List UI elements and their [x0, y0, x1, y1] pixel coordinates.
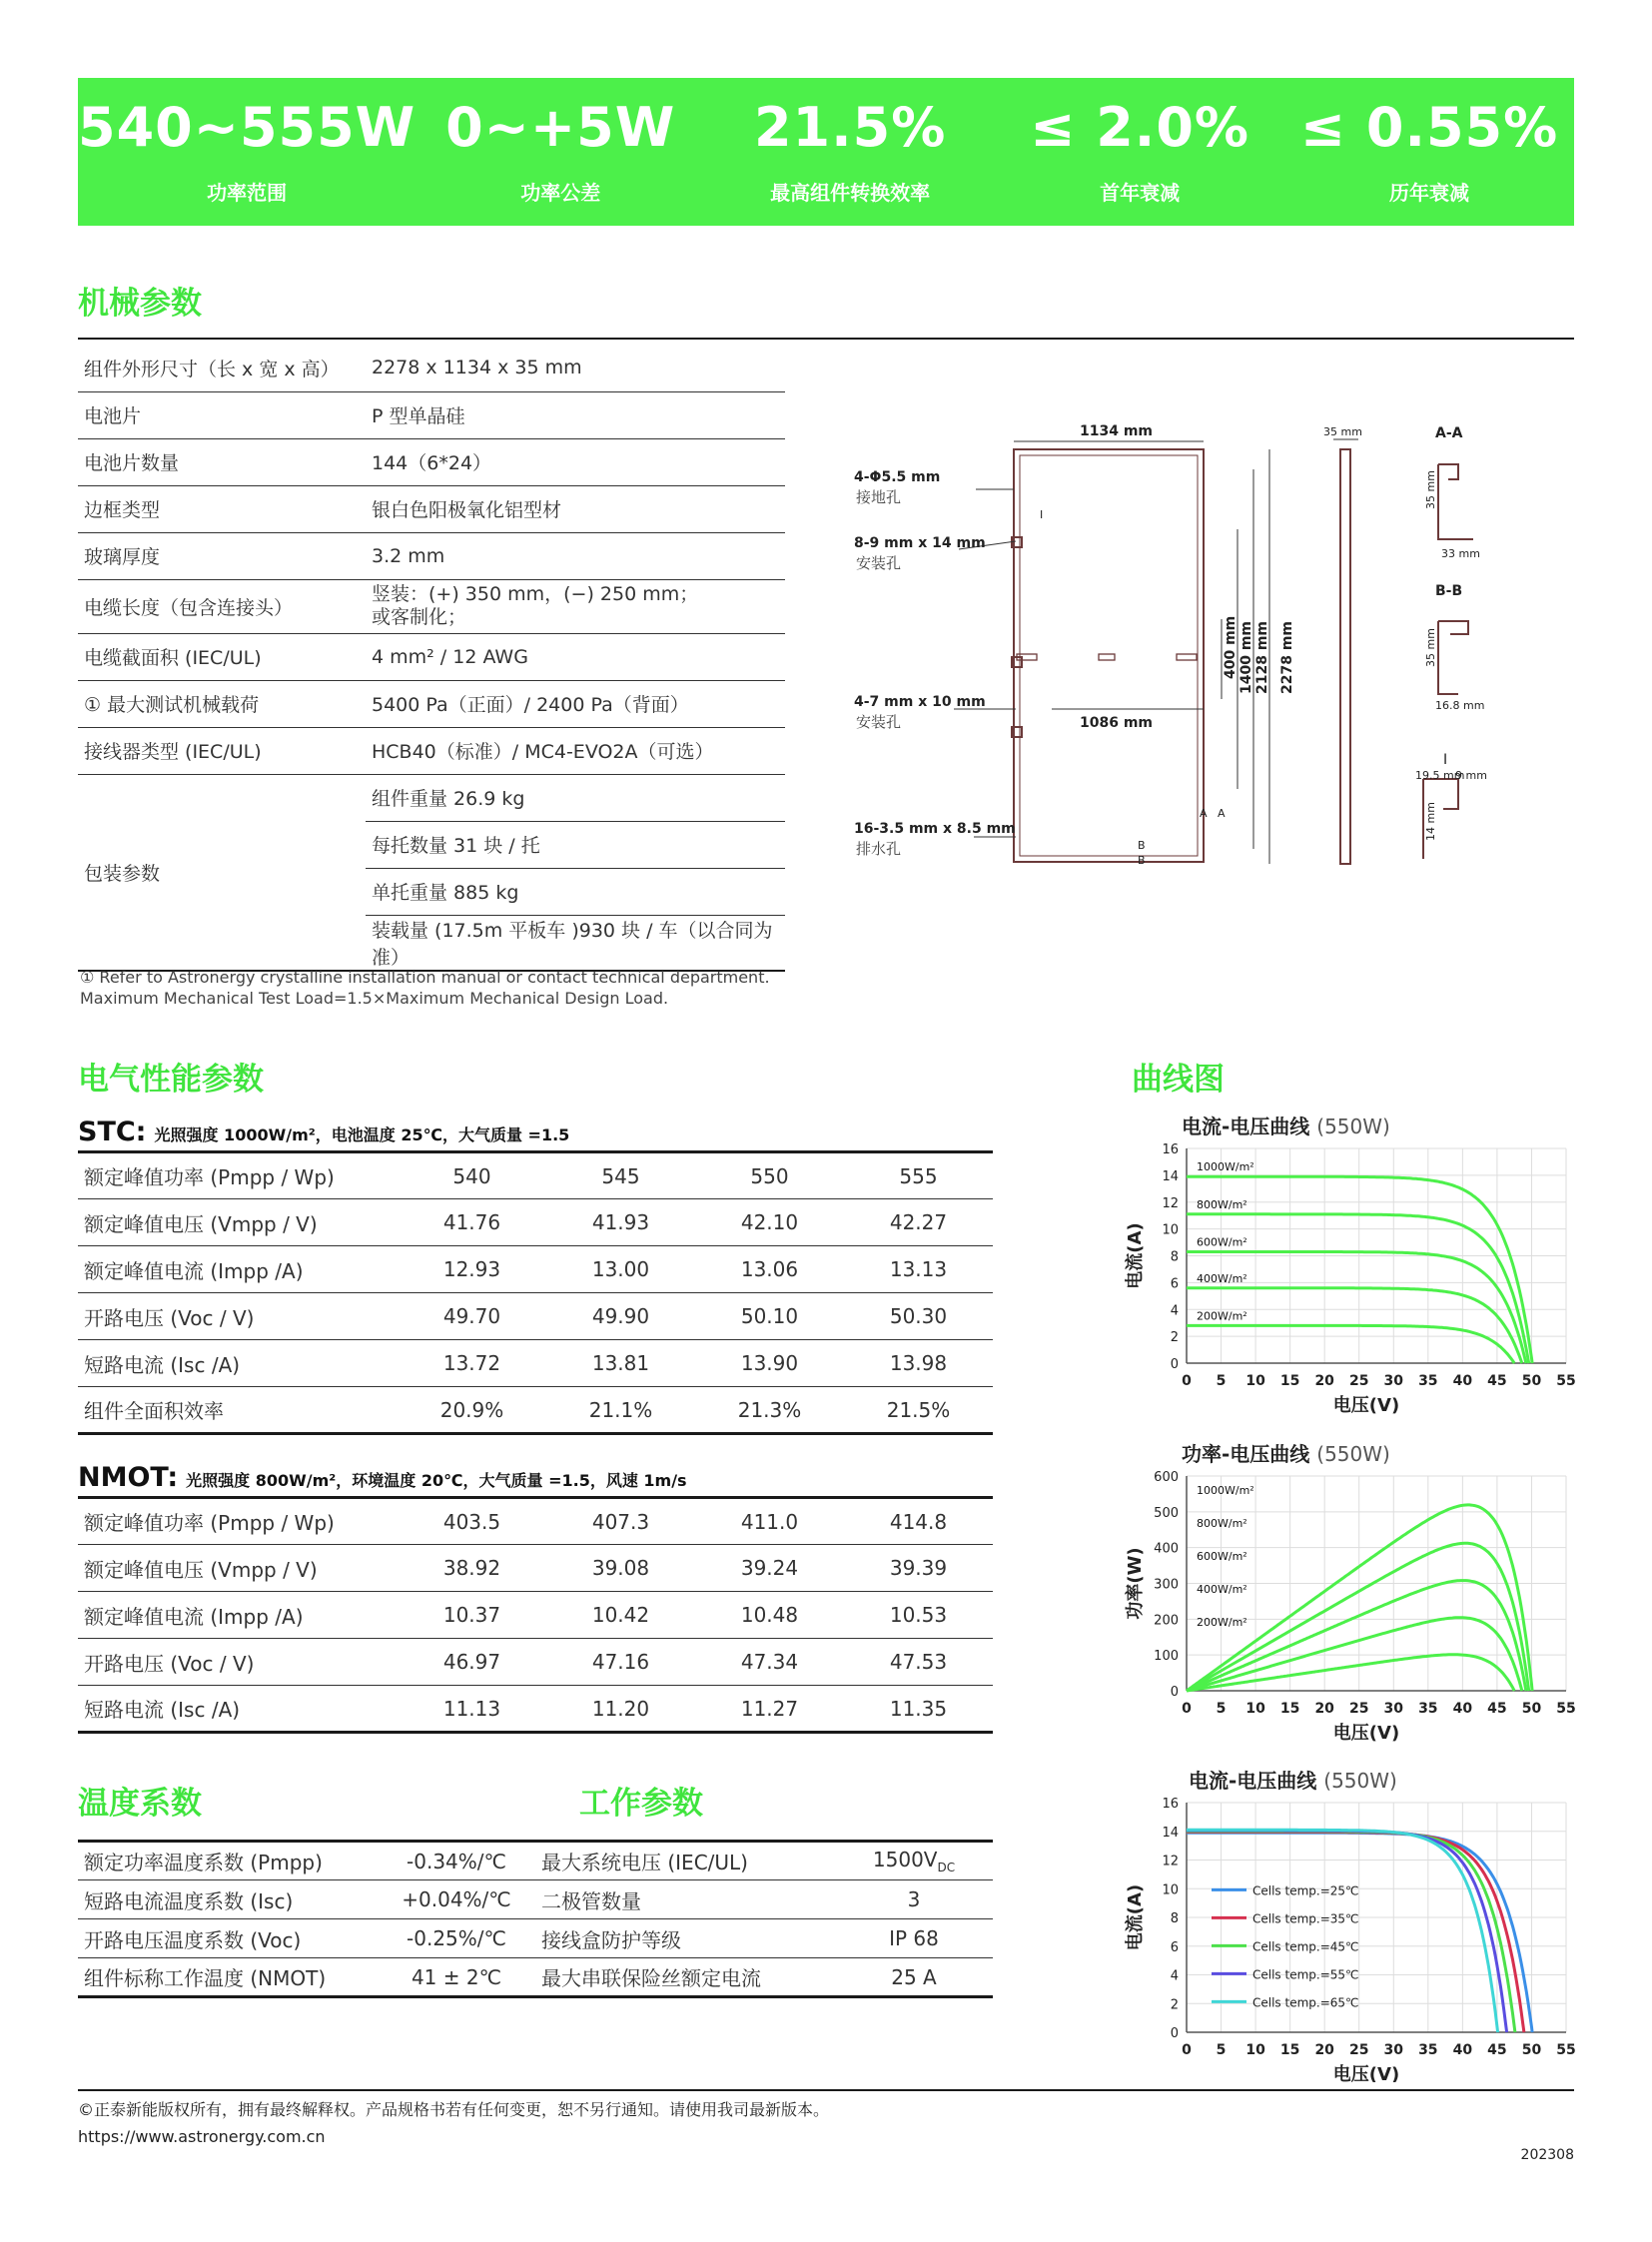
param-value-sub: DC — [937, 1861, 956, 1874]
param-value: 13.81 — [546, 1340, 695, 1387]
website-link[interactable]: https://www.astronergy.com.cn — [78, 2127, 326, 2146]
param-value: 银白色阳极氧化铝型材 — [366, 485, 785, 532]
param-value — [835, 1842, 993, 1880]
y-axis-label: 功率(W) — [1125, 1547, 1146, 1620]
x-tick-label: 45 — [1487, 2042, 1507, 2058]
table-row — [78, 1340, 993, 1387]
param-value: 21.1% — [546, 1387, 695, 1434]
section-b-mark: B — [1138, 839, 1146, 852]
y-tick-label: 4 — [1170, 1303, 1179, 1319]
param-value: 411.0 — [695, 1498, 844, 1545]
param-value: HCB40（标准）/ MC4-EVO2A（可选） — [366, 727, 785, 774]
table-row — [535, 1919, 993, 1958]
param-value: IP 68 — [835, 1919, 993, 1958]
param-value: 10.37 — [398, 1592, 546, 1639]
param-value: 21.3% — [695, 1387, 844, 1434]
param-name: 组件外形尺寸（长 x 宽 x 高） — [78, 345, 366, 391]
chart-title-text: 电流-电压曲线 — [1189, 1769, 1317, 1793]
doc-code: 202308 — [1520, 2147, 1574, 2163]
dim-width: 1134 mm — [1080, 423, 1154, 439]
banner-value: 21.5% — [753, 96, 947, 159]
hole-name: 排水孔 — [856, 840, 902, 858]
param-value: 13.13 — [844, 1246, 993, 1293]
chart-subtitle: (550W) — [1316, 1115, 1390, 1138]
table-row — [78, 345, 785, 391]
banner-power-range — [78, 78, 415, 226]
x-tick-label: 5 — [1216, 2042, 1227, 2058]
stc-lead: STC: — [78, 1117, 147, 1147]
x-tick-label: 15 — [1279, 1701, 1300, 1717]
legend-label: Cells temp.=55℃ — [1252, 1967, 1359, 1982]
param-value-line: 或客制化； — [372, 606, 467, 628]
banner-label: 首年衰减 — [1100, 181, 1181, 205]
param-name: 接线盒防护等级 — [535, 1919, 835, 1958]
param-name: 额定峰值电压 (Vmpp / V) — [78, 1199, 398, 1246]
y-tick-label: 8 — [1170, 1249, 1179, 1265]
table-row — [78, 438, 785, 485]
y-tick-label: 8 — [1170, 1911, 1179, 1926]
y-axis-label: 电流(A) — [1125, 1883, 1146, 1951]
y-tick-label: 10 — [1162, 1882, 1179, 1898]
table-row — [535, 1880, 993, 1919]
series-label: 800W/m² — [1197, 1517, 1247, 1530]
table-row — [78, 1880, 535, 1919]
param-value: 555 — [844, 1152, 993, 1199]
pv-curve-chart — [1119, 1466, 1578, 1746]
x-axis-label: 电压(V) — [1332, 1395, 1400, 1416]
x-tick-label: 25 — [1348, 1373, 1369, 1389]
electrical-title: 电气性能参数 — [78, 1062, 264, 1098]
section-a-mark: A — [1200, 807, 1208, 820]
param-value: +0.04%/℃ — [378, 1880, 535, 1919]
param-name: 电池片数量 — [78, 438, 366, 485]
x-tick-label: 0 — [1182, 2042, 1192, 2058]
stc-cond-text: 光照强度 1000W/m²，电池温度 25℃，大气质量 =1.5 — [154, 1125, 570, 1144]
param-value: 5400 Pa（正面）/ 2400 Pa（背面） — [366, 680, 785, 727]
param-name: 最大串联保险丝额定电流 — [535, 1958, 835, 1997]
param-name: 包装参数 — [78, 774, 366, 971]
y-tick-label: 100 — [1154, 1649, 1179, 1665]
param-name: 额定功率温度系数 (Pmpp) — [78, 1842, 378, 1880]
x-tick-label: 15 — [1279, 1373, 1300, 1389]
y-tick-label: 0 — [1170, 1685, 1179, 1700]
x-tick-label: 30 — [1383, 2042, 1404, 2058]
x-tick-label: 30 — [1383, 1701, 1404, 1717]
x-tick-label: 40 — [1452, 1373, 1473, 1389]
table-row — [78, 1842, 535, 1880]
series-line — [1187, 1325, 1514, 1363]
section-a-mark: A — [1218, 807, 1226, 820]
param-value: 50.10 — [695, 1293, 844, 1340]
chart-title-text: 功率-电压曲线 — [1182, 1442, 1310, 1466]
series-label: 400W/m² — [1197, 1583, 1247, 1596]
curves-title: 曲线图 — [1132, 1062, 1225, 1098]
dim-thickness: 35 mm — [1323, 425, 1362, 438]
param-value: 50.30 — [844, 1293, 993, 1340]
table-row — [78, 1686, 993, 1733]
x-tick-label: 25 — [1348, 1701, 1369, 1717]
banner-value: ≤ 2.0% — [1030, 96, 1249, 159]
param-value: 2278 x 1134 x 35 mm — [366, 345, 785, 391]
y-tick-label: 0 — [1170, 2026, 1179, 2041]
param-value: -0.25%/℃ — [378, 1919, 535, 1958]
dim-i-1: 19.5 mm — [1415, 769, 1465, 782]
y-tick-label: 4 — [1170, 1968, 1179, 1984]
copyright: ©正泰新能版权所有，拥有最终解释权。产品规格书若有任何变更，恕不另行通知。请使用我司最新版本。 — [78, 2100, 830, 2119]
param-value: 11.13 — [398, 1686, 546, 1733]
chart-subtitle: (550W) — [1316, 1442, 1390, 1466]
param-value: 49.70 — [398, 1293, 546, 1340]
param-value: 21.5% — [844, 1387, 993, 1434]
param-name: 短路电流 (Isc /A) — [78, 1686, 398, 1733]
x-tick-label: 30 — [1383, 1373, 1404, 1389]
y-tick-label: 16 — [1162, 1142, 1179, 1157]
legend-label: Cells temp.=65℃ — [1252, 1995, 1359, 2010]
dim-h3: 2128 mm — [1254, 620, 1270, 694]
table-row — [78, 579, 785, 633]
x-tick-label: 5 — [1216, 1373, 1227, 1389]
dim-bb-2: 16.8 mm — [1435, 699, 1485, 712]
chart-subtitle: (550W) — [1323, 1769, 1397, 1793]
y-tick-label: 600 — [1154, 1470, 1179, 1485]
mechanical-table — [78, 345, 785, 972]
chart-title — [1189, 1765, 1397, 1794]
param-value: 38.92 — [398, 1545, 546, 1592]
param-name: 额定峰值电流 (Impp /A) — [78, 1592, 398, 1639]
series-label: 200W/m² — [1197, 1309, 1247, 1323]
y-tick-label: 500 — [1154, 1505, 1179, 1521]
table-row — [78, 1919, 535, 1958]
working-title: 工作参数 — [579, 1786, 703, 1822]
param-value: 144（6*24） — [366, 438, 785, 485]
param-value: 42.10 — [695, 1199, 844, 1246]
param-value: 11.35 — [844, 1686, 993, 1733]
param-value: 41.93 — [546, 1199, 695, 1246]
x-tick-label: 35 — [1418, 1701, 1438, 1717]
detail-i-title: I — [1443, 752, 1448, 768]
x-tick-label: 35 — [1418, 1373, 1438, 1389]
param-value: 11.27 — [695, 1686, 844, 1733]
param-value: 41 ± 2℃ — [378, 1958, 535, 1997]
section-rule — [78, 338, 1574, 340]
param-name: 短路电流温度系数 (Isc) — [78, 1880, 378, 1919]
param-value: 13.98 — [844, 1340, 993, 1387]
series-label: 400W/m² — [1197, 1271, 1247, 1285]
y-tick-label: 12 — [1162, 1854, 1179, 1869]
hole-name: 安装孔 — [856, 713, 902, 731]
table-row — [78, 1199, 993, 1246]
x-tick-label: 20 — [1314, 1373, 1334, 1389]
chart-title — [1182, 1438, 1390, 1467]
param-value: 46.97 — [398, 1639, 546, 1686]
nmot-cond-text: 光照强度 800W/m²，环境温度 20℃，大气质量 =1.5，风速 1m/s — [186, 1471, 687, 1490]
iv-temp-curve-chart — [1119, 1793, 1578, 2082]
working-table — [535, 1840, 993, 1998]
spec-banner — [78, 78, 1574, 226]
x-tick-label: 10 — [1245, 2042, 1265, 2058]
param-name: 边框类型 — [78, 485, 366, 532]
table-row — [78, 485, 785, 532]
param-value: 10.53 — [844, 1592, 993, 1639]
series-label: 800W/m² — [1197, 1197, 1247, 1211]
param-value: 25 A — [835, 1958, 993, 1997]
param-value: 单托重量 885 kg — [366, 868, 785, 915]
param-value: 39.08 — [546, 1545, 695, 1592]
y-axis-label: 电流(A) — [1125, 1222, 1146, 1289]
banner-value: 0~+5W — [445, 96, 676, 159]
x-tick-label: 55 — [1556, 1701, 1576, 1717]
table-row — [78, 727, 785, 774]
y-tick-label: 2 — [1170, 1997, 1179, 2013]
table-row — [78, 532, 785, 579]
param-value: 47.16 — [546, 1639, 695, 1686]
param-value: 20.9% — [398, 1387, 546, 1434]
dim-aa-2: 33 mm — [1441, 547, 1480, 560]
mechanical-title: 机械参数 — [78, 286, 202, 322]
param-name: 额定峰值电流 (Impp /A) — [78, 1246, 398, 1293]
x-tick-label: 20 — [1314, 2042, 1334, 2058]
nmot-lead: NMOT: — [78, 1462, 179, 1493]
x-axis-label: 电压(V) — [1332, 1723, 1400, 1744]
y-tick-label: 14 — [1162, 1825, 1179, 1841]
temperature-title: 温度系数 — [78, 1786, 202, 1822]
y-tick-label: 300 — [1154, 1577, 1179, 1593]
param-value: 42.27 — [844, 1199, 993, 1246]
param-value: 4 mm² / 12 AWG — [366, 633, 785, 680]
param-name: 开路电压 (Voc / V) — [78, 1293, 398, 1340]
param-value: -0.34%/℃ — [378, 1842, 535, 1880]
param-value: 550 — [695, 1152, 844, 1199]
param-name: 最大系统电压 (IEC/UL) — [535, 1842, 835, 1880]
table-row — [78, 1592, 993, 1639]
module-dimension-drawing — [844, 409, 1573, 879]
param-name: 短路电流 (Isc /A) — [78, 1340, 398, 1387]
banner-label: 功率公差 — [520, 181, 601, 205]
x-tick-label: 10 — [1245, 1373, 1265, 1389]
table-row — [78, 1387, 993, 1434]
x-tick-label: 10 — [1245, 1701, 1265, 1717]
dim-h1: 400 mm — [1223, 615, 1239, 679]
footnote — [80, 967, 770, 1009]
x-tick-label: 50 — [1521, 1373, 1542, 1389]
x-tick-label: 20 — [1314, 1701, 1334, 1717]
series-line — [1187, 1252, 1526, 1364]
legend-label: Cells temp.=25℃ — [1252, 1883, 1359, 1898]
chart-title-text: 电流-电压曲线 — [1182, 1115, 1310, 1138]
param-value: 540 — [398, 1152, 546, 1199]
series-label: 600W/m² — [1197, 1550, 1247, 1563]
param-value-main: 1500V — [872, 1848, 938, 1871]
param-name: 额定峰值功率 (Pmpp / Wp) — [78, 1152, 398, 1199]
section-bb-label: B-B — [1435, 583, 1463, 599]
table-row — [78, 1293, 993, 1340]
param-value: 13.00 — [546, 1246, 695, 1293]
x-tick-label: 25 — [1348, 2042, 1369, 2058]
param-value: 10.42 — [546, 1592, 695, 1639]
footnote-line: ① Refer to Astronergy crystalline installation manual or contact technical department. — [80, 968, 770, 987]
param-name: 开路电压 (Voc / V) — [78, 1639, 398, 1686]
param-value: 49.90 — [546, 1293, 695, 1340]
banner-first-year-degradation — [995, 78, 1284, 226]
series-line — [1187, 1581, 1526, 1691]
param-name: 接线器类型 (IEC/UL) — [78, 727, 366, 774]
param-name: 组件标称工作温度 (NMOT) — [78, 1958, 378, 1997]
banner-power-tolerance — [415, 78, 705, 226]
param-name: 开路电压温度系数 (Voc) — [78, 1919, 378, 1958]
banner-value: ≤ 0.55% — [1299, 96, 1559, 159]
x-tick-label: 50 — [1521, 1701, 1542, 1717]
hole-spec: 4-Φ5.5 mm — [854, 469, 941, 485]
series-label: 1000W/m² — [1197, 1484, 1254, 1497]
table-row — [535, 1958, 993, 1997]
hole-name: 安装孔 — [856, 554, 902, 572]
stc-table — [78, 1150, 993, 1435]
iv-curve-chart — [1119, 1138, 1578, 1418]
param-value: 47.53 — [844, 1639, 993, 1686]
detail-i-mark: I — [1040, 508, 1044, 521]
section-aa-label: A-A — [1435, 425, 1463, 441]
stc-condition — [78, 1117, 569, 1147]
chart-title — [1182, 1111, 1390, 1139]
dim-h2: 1400 mm — [1239, 620, 1254, 694]
x-tick-label: 55 — [1556, 1373, 1576, 1389]
param-value: 39.24 — [695, 1545, 844, 1592]
y-tick-label: 6 — [1170, 1276, 1179, 1292]
hole-name: 接地孔 — [856, 488, 902, 506]
table-row — [78, 1246, 993, 1293]
param-value: 10.48 — [695, 1592, 844, 1639]
param-name: 电缆长度（包含连接头） — [78, 579, 366, 633]
x-tick-label: 40 — [1452, 2042, 1473, 2058]
param-name: 额定峰值电压 (Vmpp / V) — [78, 1545, 398, 1592]
param-value: 11.20 — [546, 1686, 695, 1733]
hole-spec: 8-9 mm x 14 mm — [854, 535, 986, 551]
param-value-line: 竖装：(+) 350 mm，(−) 250 mm； — [372, 583, 699, 605]
section-b-mark: B — [1138, 854, 1146, 867]
param-value: 3 — [835, 1880, 993, 1919]
banner-annual-degradation — [1284, 78, 1574, 226]
banner-label: 功率范围 — [207, 181, 288, 205]
banner-efficiency — [705, 78, 995, 226]
y-tick-label: 0 — [1170, 1357, 1179, 1372]
banner-label: 历年衰减 — [1389, 181, 1470, 205]
dim-i-2: 9 mm — [1455, 769, 1487, 782]
y-tick-label: 10 — [1162, 1222, 1179, 1238]
param-value: 407.3 — [546, 1498, 695, 1545]
banner-value: 540~555W — [78, 96, 416, 159]
x-tick-label: 50 — [1521, 2042, 1542, 2058]
table-row — [78, 1545, 993, 1592]
table-row — [535, 1842, 993, 1880]
y-tick-label: 2 — [1170, 1330, 1179, 1346]
param-value: 3.2 mm — [366, 532, 785, 579]
param-value: 41.76 — [398, 1199, 546, 1246]
x-tick-label: 55 — [1556, 2042, 1576, 2058]
param-name: 玻璃厚度 — [78, 532, 366, 579]
dim-i-3: 14 mm — [1424, 802, 1437, 841]
footer-rule — [78, 2089, 1574, 2091]
param-value: 414.8 — [844, 1498, 993, 1545]
y-tick-label: 14 — [1162, 1168, 1179, 1184]
temperature-table — [78, 1840, 535, 1998]
x-tick-label: 45 — [1487, 1373, 1507, 1389]
table-row — [78, 391, 785, 438]
dim-aa-1: 35 mm — [1424, 470, 1437, 509]
table-row — [78, 1152, 993, 1199]
param-value: 13.72 — [398, 1340, 546, 1387]
table-row — [78, 774, 785, 821]
param-value: 12.93 — [398, 1246, 546, 1293]
param-value: 每托数量 31 块 / 托 — [366, 821, 785, 868]
x-tick-label: 0 — [1182, 1701, 1192, 1717]
x-tick-label: 5 — [1216, 1701, 1227, 1717]
y-tick-label: 16 — [1162, 1797, 1179, 1812]
legend-label: Cells temp.=45℃ — [1252, 1939, 1359, 1954]
y-tick-label: 6 — [1170, 1939, 1179, 1955]
x-tick-label: 45 — [1487, 1701, 1507, 1717]
hole-spec: 4-7 mm x 10 mm — [854, 694, 986, 710]
hole-spec: 16-3.5 mm x 8.5 mm — [854, 821, 1016, 837]
x-tick-label: 40 — [1452, 1701, 1473, 1717]
param-value: 39.39 — [844, 1545, 993, 1592]
legend-label: Cells temp.=35℃ — [1252, 1911, 1359, 1926]
param-value: 组件重量 26.9 kg — [366, 774, 785, 821]
x-tick-label: 0 — [1182, 1373, 1192, 1389]
table-row — [78, 1958, 535, 1997]
param-name: 电池片 — [78, 391, 366, 438]
param-value: 13.90 — [695, 1340, 844, 1387]
series-line — [1187, 1655, 1514, 1691]
y-tick-label: 12 — [1162, 1195, 1179, 1211]
y-tick-label: 400 — [1154, 1541, 1179, 1557]
table-row — [78, 1639, 993, 1686]
param-name: 额定峰值功率 (Pmpp / Wp) — [78, 1498, 398, 1545]
param-name: 电缆截面积 (IEC/UL) — [78, 633, 366, 680]
x-axis-label: 电压(V) — [1332, 2064, 1400, 2082]
param-value: 47.34 — [695, 1639, 844, 1686]
y-tick-label: 200 — [1154, 1613, 1179, 1629]
series-label: 600W/m² — [1197, 1235, 1247, 1249]
x-tick-label: 15 — [1279, 2042, 1300, 2058]
param-value — [366, 579, 785, 633]
dim-h4: 2278 mm — [1279, 620, 1295, 694]
param-value: 403.5 — [398, 1498, 546, 1545]
table-row — [78, 680, 785, 727]
footnote-line: Maximum Mechanical Test Load=1.5×Maximum Mechanical Design Load. — [80, 989, 669, 1008]
param-value: 545 — [546, 1152, 695, 1199]
dim-bb-1: 35 mm — [1424, 628, 1437, 667]
dim-inner-width: 1086 mm — [1080, 715, 1154, 731]
param-value: 装载量 (17.5m 平板车 )930 块 / 车（以合同为准） — [366, 915, 785, 971]
nmot-table — [78, 1496, 993, 1734]
series-label: 1000W/m² — [1197, 1160, 1254, 1174]
param-name: 二极管数量 — [535, 1880, 835, 1919]
param-name: ① 最大测试机械载荷 — [78, 680, 366, 727]
nmot-condition — [78, 1462, 687, 1493]
x-tick-label: 35 — [1418, 2042, 1438, 2058]
table-row — [78, 1498, 993, 1545]
param-name: 组件全面积效率 — [78, 1387, 398, 1434]
series-label: 200W/m² — [1197, 1616, 1247, 1629]
param-value: 13.06 — [695, 1246, 844, 1293]
param-value: P 型单晶硅 — [366, 391, 785, 438]
table-row — [78, 633, 785, 680]
banner-label: 最高组件转换效率 — [770, 181, 931, 205]
